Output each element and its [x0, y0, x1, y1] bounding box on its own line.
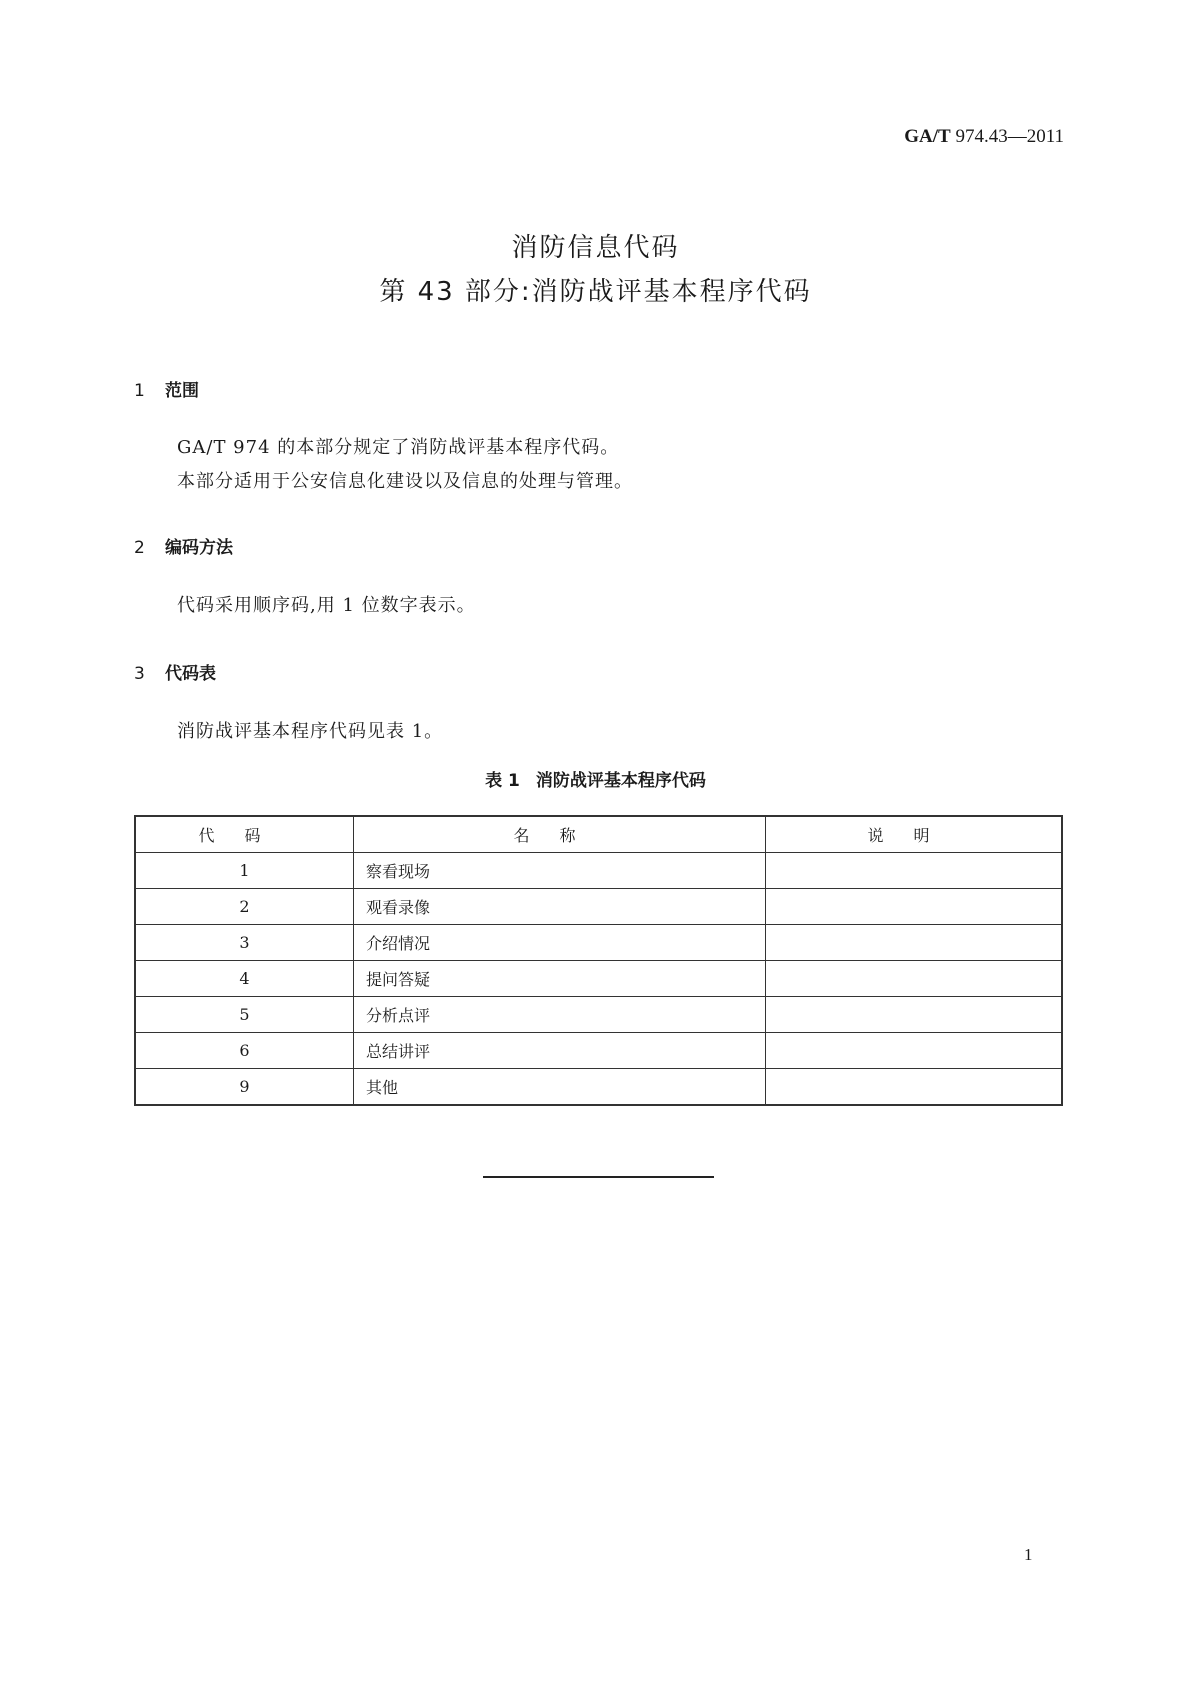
title-line-1: 消防信息代码 — [511, 233, 680, 263]
table-row — [135, 925, 1062, 961]
cell-description — [766, 997, 1063, 1033]
section-title: 编码方法 — [165, 538, 233, 558]
cell-code: 3 — [135, 925, 354, 961]
cell-description — [766, 1069, 1063, 1106]
section-title: 代码表 — [165, 664, 216, 684]
table-caption — [0, 766, 1191, 791]
title-line-2: 第 43 部分:消防战评基本程序代码 — [379, 277, 812, 307]
cell-name: 总结讲评 — [354, 1033, 766, 1069]
standard-code — [904, 126, 1064, 148]
cell-name: 察看现场 — [354, 853, 766, 889]
section-title: 范围 — [165, 381, 199, 401]
document-title — [0, 228, 1191, 312]
cell-name: 提问答疑 — [354, 961, 766, 997]
end-of-document-line — [483, 1176, 714, 1178]
standard-prefix: GA/T — [904, 126, 951, 147]
table-row — [135, 889, 1062, 925]
cell-name: 介绍情况 — [354, 925, 766, 961]
page-number: 1 — [1024, 1545, 1033, 1564]
cell-name: 其他 — [354, 1069, 766, 1106]
section-3-heading — [134, 659, 216, 684]
cell-code: 5 — [135, 997, 354, 1033]
paragraph: 本部分适用于公安信息化建设以及信息的处理与管理。 — [177, 471, 633, 492]
cell-code: 1 — [135, 853, 354, 889]
cell-description — [766, 889, 1063, 925]
cell-code: 4 — [135, 961, 354, 997]
section-3-body — [177, 715, 443, 749]
section-number: 1 — [134, 381, 145, 401]
section-number: 3 — [134, 664, 145, 684]
cell-code: 6 — [135, 1033, 354, 1069]
section-1-heading — [134, 376, 199, 401]
cell-name: 分析点评 — [354, 997, 766, 1033]
table-row — [135, 997, 1062, 1033]
table-row — [135, 961, 1062, 997]
table-row — [135, 1033, 1062, 1069]
paragraph: GA/T 974 的本部分规定了消防战评基本程序代码。 — [177, 437, 620, 458]
cell-description — [766, 1033, 1063, 1069]
section-2-body — [177, 589, 476, 623]
cell-description — [766, 961, 1063, 997]
cell-description — [766, 853, 1063, 889]
table-row — [135, 1069, 1062, 1106]
standard-number: 974.43—2011 — [955, 126, 1064, 147]
header-code: 代码 — [135, 816, 354, 853]
header-description: 说明 — [766, 816, 1063, 853]
table-caption-number: 表 1 — [485, 771, 520, 791]
section-number: 2 — [134, 538, 145, 558]
cell-code: 2 — [135, 889, 354, 925]
cell-code: 9 — [135, 1069, 354, 1106]
paragraph: 消防战评基本程序代码见表 1。 — [177, 721, 444, 742]
cell-description — [766, 925, 1063, 961]
code-table — [134, 815, 1063, 1106]
section-1-body — [177, 431, 633, 499]
section-2-heading — [134, 533, 233, 558]
table-header-row — [135, 816, 1062, 853]
paragraph: 代码采用顺序码,用 1 位数字表示。 — [177, 595, 476, 616]
table-caption-title: 消防战评基本程序代码 — [535, 771, 706, 791]
cell-name: 观看录像 — [354, 889, 766, 925]
header-name: 名称 — [354, 816, 766, 853]
table-row — [135, 853, 1062, 889]
